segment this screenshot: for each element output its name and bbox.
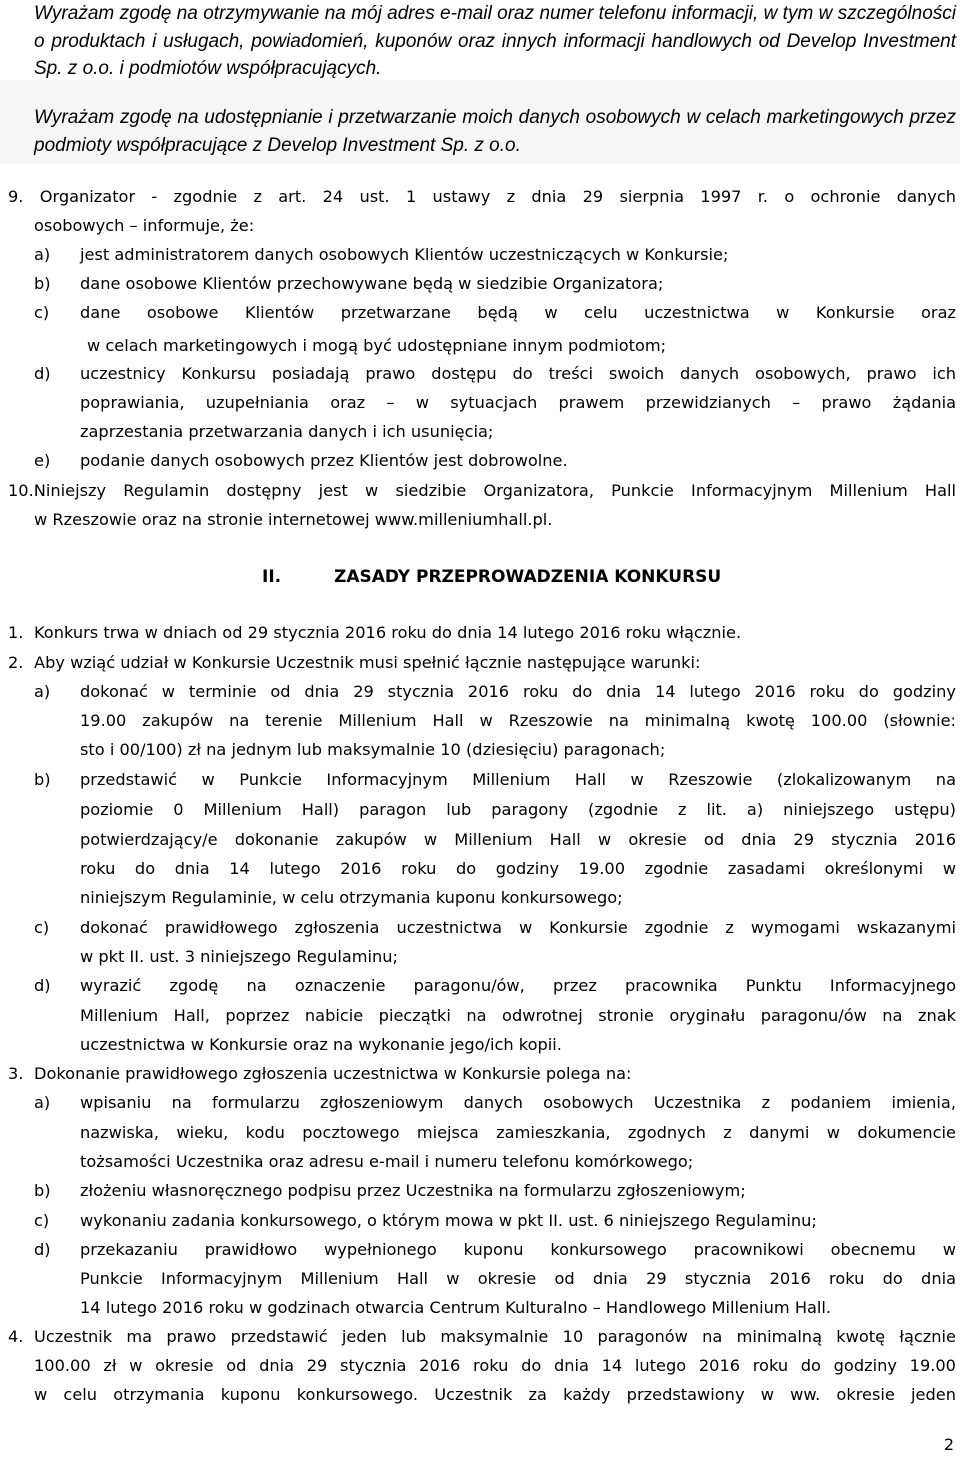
rule-3-a-label: a) <box>34 1093 51 1112</box>
item10-line2: w Rzeszowie oraz na stronie internetowej www.milleniumhall.pl. <box>34 510 553 529</box>
rule-2-a-label: a) <box>34 682 51 701</box>
item9-line1: 9. Organizator - zgodnie z art. 24 ust. 1 ustawy z dnia 29 sierpnia 1997 r. o ochronie danych <box>8 187 956 206</box>
rule-2-d-line2: Millenium Hall, poprzez nabicie pieczątki na odwrotnej stronie oryginału paragonu/ów na znak <box>80 1006 956 1025</box>
rule-2-d-label: d) <box>34 976 51 995</box>
item9-b-text: dane osobowe Klientów przechowywane będą w siedzibie Organizatora; <box>80 274 664 293</box>
item9-line2: osobowych – informuje, że: <box>34 216 255 235</box>
item9-e-label: e) <box>34 451 51 470</box>
rule-3-d-line1: przekazaniu prawidłowo wypełnionego kuponu konkursowego pracownikowi obecnemu w <box>80 1240 956 1259</box>
rule-2-c-line1: dokonać prawidłowego zgłoszenia uczestnictwa w Konkursie zgodnie z wymogami wskazanymi <box>80 918 956 937</box>
rule-3-num: 3. <box>8 1064 24 1083</box>
rule-2-d-line1: wyrazić zgodę na oznaczenie paragonu/ów, przez pracownika Punktu Informacyjnego <box>80 976 956 995</box>
rule-2-a-line2: 19.00 zakupów na terenie Millenium Hall w Rzeszowie na minimalną kwotę 100.00 (słownie: <box>80 711 956 730</box>
rule-2-b-line4: roku do dnia 14 lutego 2016 roku do godziny 19.00 zgodnie zasadami określonymi w <box>80 859 956 878</box>
rule-2-c-line2: w pkt II. ust. 3 niniejszego Regulaminu; <box>80 947 398 966</box>
rule-2-b-line1: przedstawić w Punkcie Informacyjnym Millenium Hall w Rzeszowie (zlokalizowanym na <box>80 770 956 789</box>
item9-d-line2: poprawiania, uzupełniania oraz – w sytuacjach prawem przewidzianych – prawo żądania <box>80 393 956 412</box>
rule-2-num: 2. <box>8 653 24 672</box>
section-heading <box>262 563 721 591</box>
item9-d-line1: uczestnicy Konkursu posiadają prawo dostępu do treści swoich danych osobowych, prawo ich <box>80 364 956 383</box>
item9-c-line1: dane osobowe Klientów przetwarzane będą w celu uczestnictwa w Konkursie oraz <box>80 303 956 322</box>
rule-3-c-label: c) <box>34 1211 50 1230</box>
rule-4-line3: w celu otrzymania kuponu konkursowego. Uczestnik za każdy przedstawiony w ww. okresie jeden <box>34 1385 956 1404</box>
rule-3-b-line1: złożeniu własnoręcznego podpisu przez Uczestnika na formularzu zgłoszeniowym; <box>80 1181 746 1200</box>
rule-3-c-line1: wykonaniu zadania konkursowego, o którym mowa w pkt II. ust. 6 niniejszego Regulaminu; <box>80 1211 817 1230</box>
consent-email-marketing: Wyrażam zgodę na otrzymywanie na mój adres e-mail oraz numer telefonu informacji, w tym w szczególności o produktach i usługach, powiadomień, kuponów oraz innych informacji handlowych od Develop Investment Sp. z o.o. i podmiotów współpracujących. <box>34 3 956 79</box>
rule-4-line1: Uczestnik ma prawo przedstawić jeden lub maksymalnie 10 paragonów na minimalną kwotę łącznie <box>34 1327 956 1346</box>
item9-b-label: b) <box>34 274 51 293</box>
page-number: 2 <box>943 1435 954 1454</box>
item9-c-label: c) <box>34 303 50 322</box>
item9-a-text: jest administratorem danych osobowych Klientów uczestniczących w Konkursie; <box>80 245 729 264</box>
rule-3-b-label: b) <box>34 1181 51 1200</box>
rule-2-b-label: b) <box>34 770 51 789</box>
rule-3-a-line1: wpisaniu na formularzu zgłoszeniowym danych osobowych Uczestnika z podaniem imienia, <box>80 1093 956 1112</box>
item10-line1: 10.Niniejszy Regulamin dostępny jest w siedzibie Organizatora, Punkcie Informacyjnym Millenium Hall <box>8 481 956 500</box>
section-title: ZASADY PRZEPROWADZENIA KONKURSU <box>334 567 722 587</box>
rule-4-num: 4. <box>8 1327 24 1346</box>
rule-2-a-line1: dokonać w terminie od dnia 29 stycznia 2016 roku do dnia 14 lutego 2016 roku do godziny <box>80 682 956 701</box>
rule-3-d-line2: Punkcie Informacyjnym Millenium Hall w okresie od dnia 29 stycznia 2016 roku do dnia <box>80 1269 956 1288</box>
rule-1-num: 1. <box>8 623 24 642</box>
rule-3-a-line3: tożsamości Uczestnika oraz adresu e-mail i numeru telefonu komórkowego; <box>80 1152 694 1171</box>
rule-2-b-line3: potwierdzający/e dokonanie zakupów w Millenium Hall w okresie od dnia 29 stycznia 2016 <box>80 830 956 849</box>
rule-3-d-label: d) <box>34 1240 51 1259</box>
rule-3-a-line2: nazwiska, wieku, kodu pocztowego miejsca zamieszkania, zgodnych z danymi w dokumencie <box>80 1123 956 1142</box>
consent-data-sharing: Wyrażam zgodę na udostępnianie i przetwarzanie moich danych osobowych w celach marketingowych przez podmioty współpracujące z Develop Investment Sp. z o.o. <box>34 107 956 156</box>
rule-2-b-line2: poziomie 0 Millenium Hall) paragon lub paragony (zgodnie z lit. a) niniejszego ustępu) <box>80 800 956 819</box>
rule-3-d-line3: 14 lutego 2016 roku w godzinach otwarcia Centrum Kulturalno – Handlowego Millenium Hall. <box>80 1298 832 1317</box>
section-number: II. <box>262 567 282 587</box>
rule-2-c-label: c) <box>34 918 50 937</box>
item9-a-label: a) <box>34 245 51 264</box>
rule-2-a-line3: sto i 00/100) zł na jednym lub maksymalnie 10 (dziesięciu) paragonach; <box>80 740 666 759</box>
rule-3-text: Dokonanie prawidłowego zgłoszenia uczestnictwa w Konkursie polega na: <box>34 1064 632 1083</box>
item9-e-text: podanie danych osobowych przez Klientów jest dobrowolne. <box>80 451 568 470</box>
rule-2-text: Aby wziąć udział w Konkursie Uczestnik musi spełnić łącznie następujące warunki: <box>34 653 701 672</box>
rule-4-line2: 100.00 zł w okresie od dnia 29 stycznia 2016 roku do dnia 14 lutego 2016 roku do godziny 19.00 <box>34 1356 956 1375</box>
rule-2-d-line3: uczestnictwa w Konkursie oraz na wykonanie jego/ich kopii. <box>80 1035 562 1054</box>
item9-d-line3: zaprzestania przetwarzania danych i ich usunięcia; <box>80 422 494 441</box>
rule-1-text: Konkurs trwa w dniach od 29 stycznia 2016 roku do dnia 14 lutego 2016 roku włącznie. <box>34 623 742 642</box>
item9-d-label: d) <box>34 364 51 383</box>
rule-2-b-line5: niniejszym Regulaminie, w celu otrzymania kuponu konkursowego; <box>80 888 623 907</box>
item9-c-line2: w celach marketingowych i mogą być udostępniane innym podmiotom; <box>87 336 667 355</box>
